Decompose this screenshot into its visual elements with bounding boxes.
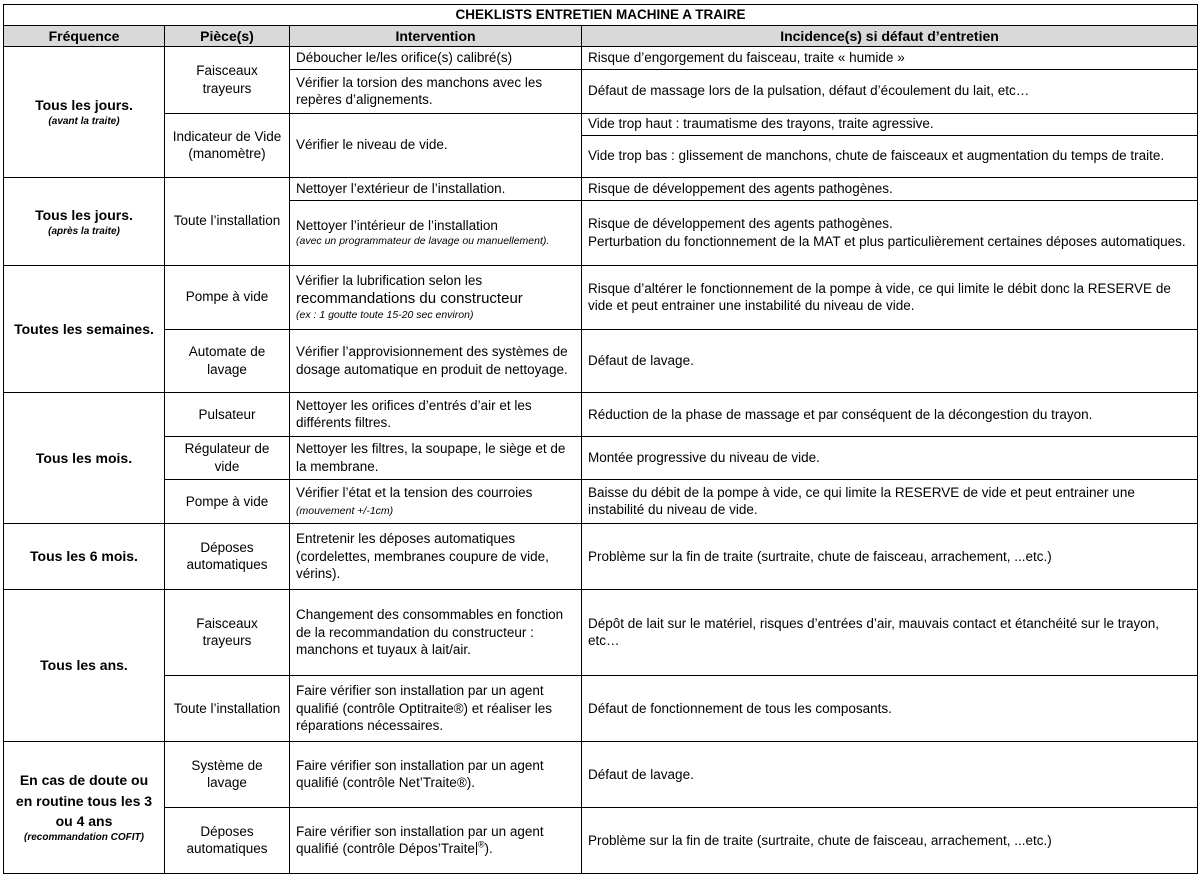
table-row — [4, 807, 1198, 873]
intervention-cell — [290, 265, 582, 329]
intervention-cell: Nettoyer les orifices d’entrés d’air et les différents filtres. — [290, 392, 582, 436]
piece-cell: Faisceaux trayeurs — [165, 589, 290, 675]
table-row — [4, 265, 1198, 329]
incidence-cell: Vide trop haut : traumatisme des trayons, traite agressive. — [582, 113, 1198, 135]
table-row — [4, 523, 1198, 589]
intervention-text: ). — [484, 841, 493, 857]
intervention-cell: Nettoyer les filtres, la soupape, le siège et de la membrane. — [290, 436, 582, 479]
intervention-cell: Faire vérifier son installation par un agent qualifié (contrôle Net’Traite®). — [290, 741, 582, 807]
incidence-cell: Défaut de lavage. — [582, 741, 1198, 807]
intervention-cell — [290, 479, 582, 523]
incidence-cell: Vide trop bas : glissement de manchons, chute de faisceaux et augmentation du temps de traite. — [582, 135, 1198, 177]
intervention-note: (ex : 1 goutte toute 15-20 sec environ) — [296, 308, 474, 321]
frequency-cell — [4, 523, 165, 589]
incidence-cell: Problème sur la fin de traite (surtraite, chute de faisceau, arrachement, ...etc.) — [582, 523, 1198, 589]
piece-cell: Toute l’installation — [165, 675, 290, 741]
frequency-cell — [4, 392, 165, 523]
frequency-note: (recommandation COFIT) — [23, 832, 144, 844]
frequency-label: Tous les jours. — [35, 206, 133, 223]
incidence-cell: Montée progressive du niveau de vide. — [582, 436, 1198, 479]
piece-cell: Pulsateur — [165, 392, 290, 436]
title-row — [4, 5, 1198, 26]
intervention-cell: Vérifier l’approvisionnement des systèmes de dosage automatique en produit de nettoyage. — [290, 329, 582, 392]
frequency-label: Tous les mois. — [35, 449, 133, 466]
intervention-cell: Vérifier le niveau de vide. — [290, 113, 582, 177]
maintenance-checklist-table — [3, 4, 1198, 874]
frequency-note: (avant la traite) — [48, 116, 120, 128]
frequency-label: Tous les ans. — [40, 657, 128, 674]
incidence-cell — [582, 200, 1198, 265]
piece-cell: Déposes automatiques — [165, 523, 290, 589]
intervention-cell: Nettoyer l’extérieur de l’installation. — [290, 177, 582, 200]
piece-cell: Indicateur de Vide (manomètre) — [165, 113, 290, 177]
table-row — [4, 589, 1198, 675]
header-pieces: Pièce(s) — [165, 25, 290, 46]
intervention-cell: Changement des consommables en fonction de la recommandation du constructeur : manchons et tuyaux à lait/air. — [290, 589, 582, 675]
intervention-cell — [290, 807, 582, 873]
header-intervention: Intervention — [290, 25, 582, 46]
table-row — [4, 113, 1198, 135]
frequency-label: Toutes les semaines. — [14, 320, 154, 337]
incidence-cell: Dépôt de lait sur le matériel, risques d’entrées d’air, mauvais contact et étanchéité sur le trayon, etc… — [582, 589, 1198, 675]
frequency-cell — [4, 589, 165, 741]
intervention-note: (avec un programmateur de lavage ou manuellement). — [296, 234, 550, 247]
table-row — [4, 436, 1198, 479]
frequency-label: En cas de doute ou en routine tous les 3 ou 4 ans — [15, 772, 153, 830]
table-row — [4, 46, 1198, 69]
incidence-cell: Risque de développement des agents pathogènes. — [582, 177, 1198, 200]
intervention-cell — [290, 200, 582, 265]
piece-cell: Déposes automatiques — [165, 807, 290, 873]
incidence-cell: Risque d’altérer le fonctionnement de la pompe à vide, ce qui limite le débit donc la RESERVE de vide et peut entrainer une instabilité du niveau de vide. — [582, 265, 1198, 329]
table-row — [4, 675, 1198, 741]
header-row — [4, 25, 1198, 46]
incidence-cell: Défaut de massage lors de la pulsation, défaut d’écoulement du lait, etc… — [582, 69, 1198, 113]
intervention-cell: Vérifier la torsion des manchons avec les repères d’alignements. — [290, 69, 582, 113]
frequency-cell — [4, 265, 165, 392]
intervention-text: Nettoyer l’intérieur de l’installation — [296, 218, 498, 234]
frequency-label: Tous les jours. — [35, 97, 133, 114]
intervention-cell: Déboucher le/les orifice(s) calibré(s) — [290, 46, 582, 69]
frequency-cell — [4, 177, 165, 265]
text-cursor — [476, 842, 477, 855]
incidence-cell: Défaut de lavage. — [582, 329, 1198, 392]
piece-cell: Pompe à vide — [165, 479, 290, 523]
table-row — [4, 392, 1198, 436]
incidence-cell: Risque d’engorgement du faisceau, traite « humide » — [582, 46, 1198, 69]
frequency-cell — [4, 741, 165, 873]
intervention-text: Vérifier la lubrification selon les — [296, 272, 483, 288]
table-title: CHEKLISTS ENTRETIEN MACHINE A TRAIRE — [4, 5, 1198, 26]
incidence-cell: Défaut de fonctionnement de tous les composants. — [582, 675, 1198, 741]
piece-cell: Régulateur de vide — [165, 436, 290, 479]
table-row — [4, 177, 1198, 200]
header-frequence: Fréquence — [4, 25, 165, 46]
piece-cell: Toute l’installation — [165, 177, 290, 265]
header-incidence: Incidence(s) si défaut d’entretien — [582, 25, 1198, 46]
intervention-text: Vérifier l’état et la tension des courroies — [296, 484, 533, 500]
piece-cell: Automate de lavage — [165, 329, 290, 392]
intervention-text: Faire vérifier son installation par un agent qualifié (contrôle Dépos’Traite — [296, 823, 544, 857]
incidence-text: Risque de développement des agents pathogènes. — [588, 216, 893, 232]
intervention-cell: Faire vérifier son installation par un agent qualifié (contrôle Optitraite®) et réaliser les réparations nécessaires. — [290, 675, 582, 741]
intervention-cell: Entretenir les déposes automatiques (cordelettes, membranes coupure de vide, vérins). — [290, 523, 582, 589]
piece-cell: Faisceaux trayeurs — [165, 46, 290, 113]
piece-cell: Pompe à vide — [165, 265, 290, 329]
frequency-cell — [4, 46, 165, 177]
piece-cell: Système de lavage — [165, 741, 290, 807]
table-row — [4, 479, 1198, 523]
table-row — [4, 741, 1198, 807]
table-row — [4, 329, 1198, 392]
registered-mark: ® — [477, 839, 485, 850]
intervention-note: (mouvement +/-1cm) — [296, 505, 394, 518]
incidence-cell: Baisse du débit de la pompe à vide, ce qui limite la RESERVE de vide et peut entrainer une instabilité du niveau de vide. — [582, 479, 1198, 523]
frequency-label: Tous les 6 mois. — [30, 548, 138, 565]
incidence-cell: Problème sur la fin de traite (surtraite, chute de faisceau, arrachement, ...etc.) — [582, 807, 1198, 873]
intervention-text: recommandations du constructeur — [296, 290, 523, 308]
incidence-cell: Réduction de la phase de massage et par conséquent de la décongestion du trayon. — [582, 392, 1198, 436]
incidence-text: Perturbation du fonctionnement de la MAT et plus particulièrement certaines déposes automatiques. — [588, 233, 1186, 249]
frequency-note: (après la traite) — [48, 225, 120, 237]
